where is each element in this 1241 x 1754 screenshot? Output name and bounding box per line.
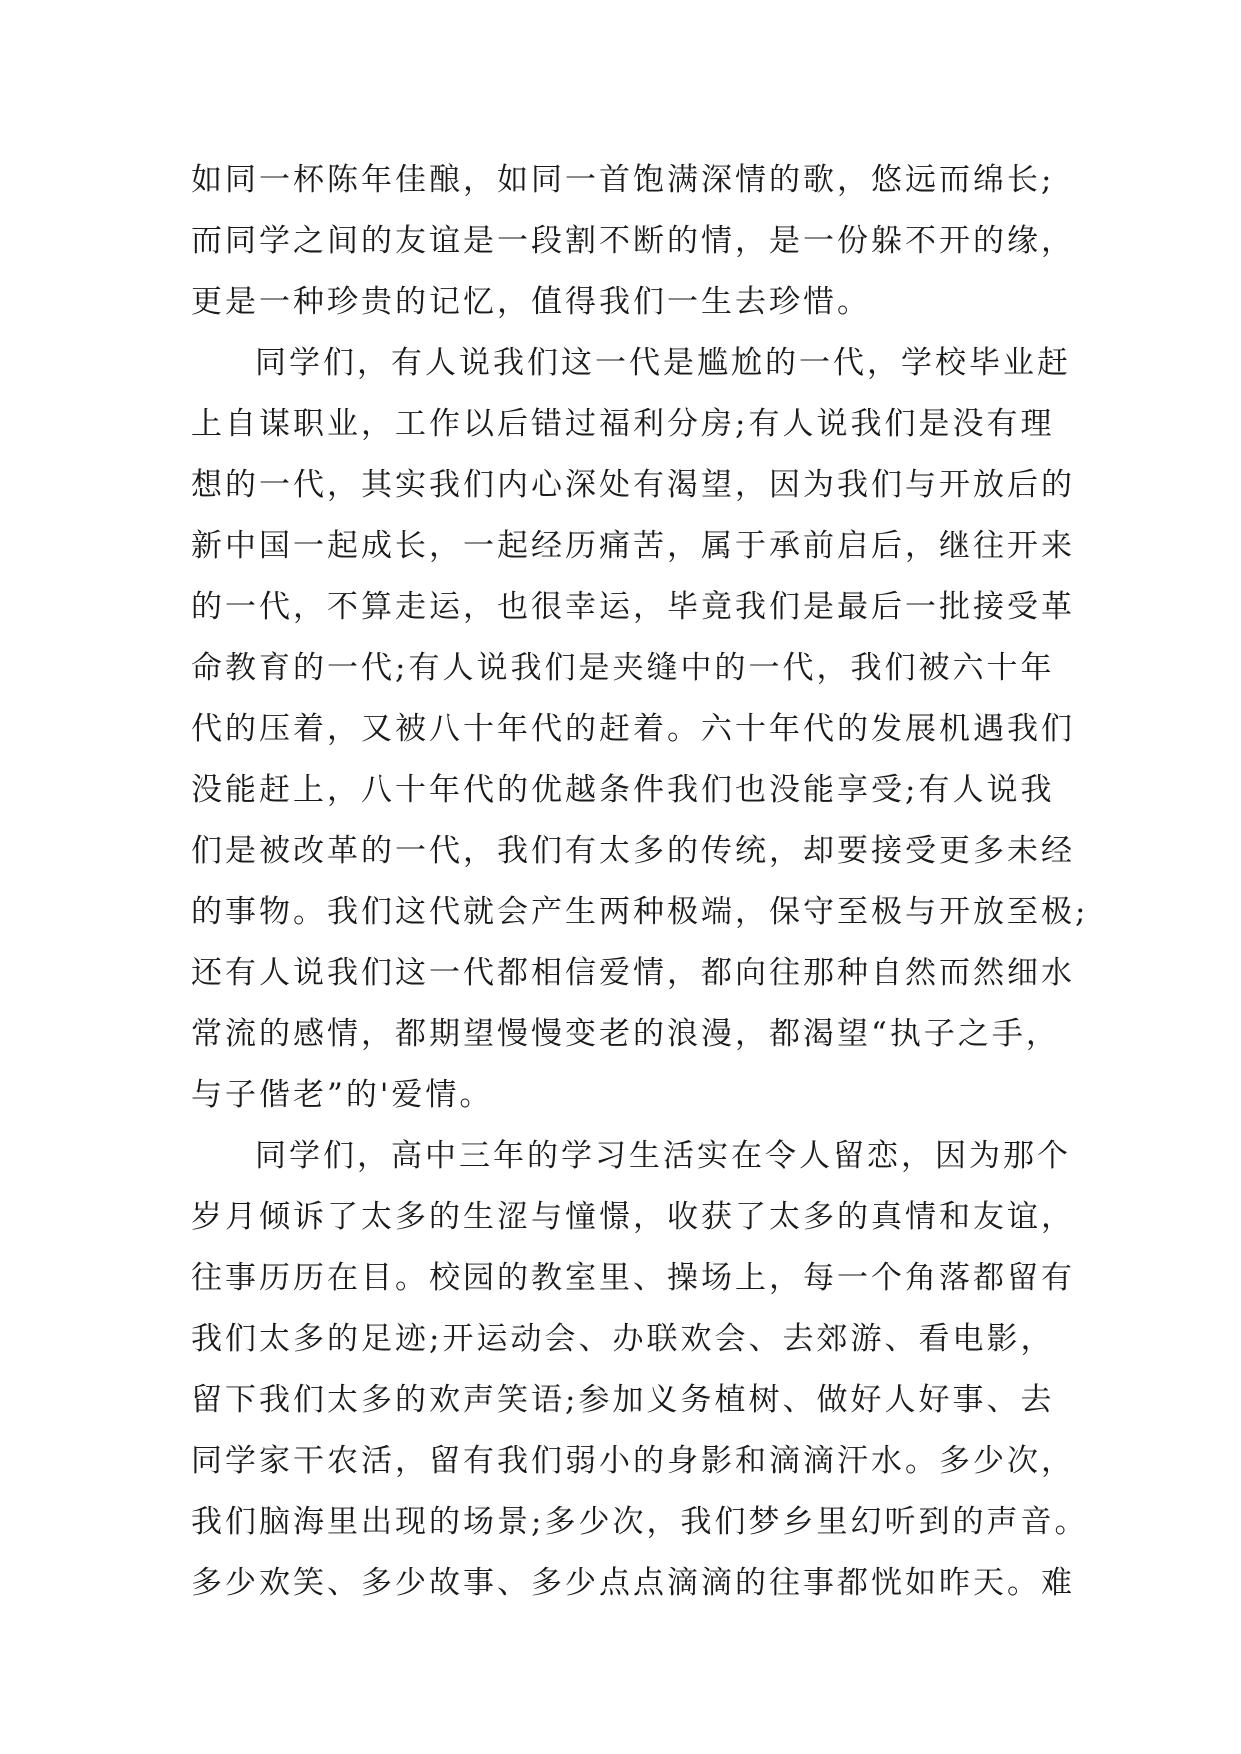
paragraph-3: [191, 1126, 1089, 1614]
text-line: 们是被改革的一代，我们有太多的传统，却要接受更多未经: [191, 833, 1075, 869]
text-line: 与子偕老”的'爱情。: [191, 1077, 494, 1113]
text-line: 的一代，不算走运，也很幸运，毕竟我们是最后一批接受革: [191, 589, 1075, 625]
text-line: 上自谋职业，工作以后错过福利分房;有人说我们是没有理: [191, 406, 1055, 442]
text-line: 常流的感情，都期望慢慢变老的浪漫，都渴望“执子之手，: [191, 1016, 1060, 1052]
text-line: 想的一代，其实我们内心深处有渴望，因为我们与开放后的: [191, 467, 1075, 503]
text-line: 新中国一起成长，一起经历痛苦，属于承前启后，继往开来: [191, 528, 1075, 564]
paragraph-2: [191, 333, 1089, 1126]
body-text: [191, 150, 1089, 1614]
text-line: 留下我们太多的欢声笑语;参加义务植树、做好人好事、去: [191, 1382, 1055, 1418]
text-line: 多少欢笑、多少故事、多少点点滴滴的往事都恍如昨天。难: [191, 1565, 1075, 1601]
text-line: 还有人说我们这一代都相信爱情，都向往那种自然而然细水: [191, 955, 1075, 991]
text-line: 的事物。我们这代就会产生两种极端，保守至极与开放至极;: [191, 894, 1089, 930]
text-line: 我们脑海里出现的场景;多少次，我们梦乡里幻听到的声音。: [191, 1504, 1089, 1540]
text-line: 如同一杯陈年佳酿，如同一首饱满深情的歌，悠远而绵长;: [191, 162, 1055, 198]
text-line: 我们太多的足迹;开运动会、办联欢会、去郊游、看电影，: [191, 1321, 1055, 1357]
text-line: 同学们，高中三年的学习生活实在令人留恋，因为那个: [255, 1138, 1071, 1174]
text-line: 同学们，有人说我们这一代是尴尬的一代，学校毕业赶: [255, 345, 1071, 381]
text-line: 命教育的一代;有人说我们是夹缝中的一代，我们被六十年: [191, 650, 1055, 686]
text-line: 同学家干农活，留有我们弱小的身影和滴滴汗水。多少次，: [191, 1443, 1075, 1479]
text-line: 没能赶上，八十年代的优越条件我们也没能享受;有人说我: [191, 772, 1055, 808]
paragraph-1: [191, 150, 1075, 333]
text-line: 更是一种珍贵的记忆，值得我们一生去珍惜。: [191, 284, 871, 320]
text-line: 往事历历在目。校园的教室里、操场上，每一个角落都留有: [191, 1260, 1075, 1296]
text-line: 代的压着，又被八十年代的赶着。六十年代的发展机遇我们: [191, 711, 1075, 747]
text-line: 岁月倾诉了太多的生涩与憧憬，收获了太多的真情和友谊，: [191, 1199, 1075, 1235]
text-line: 而同学之间的友谊是一段割不断的情，是一份躲不开的缘，: [191, 223, 1075, 259]
